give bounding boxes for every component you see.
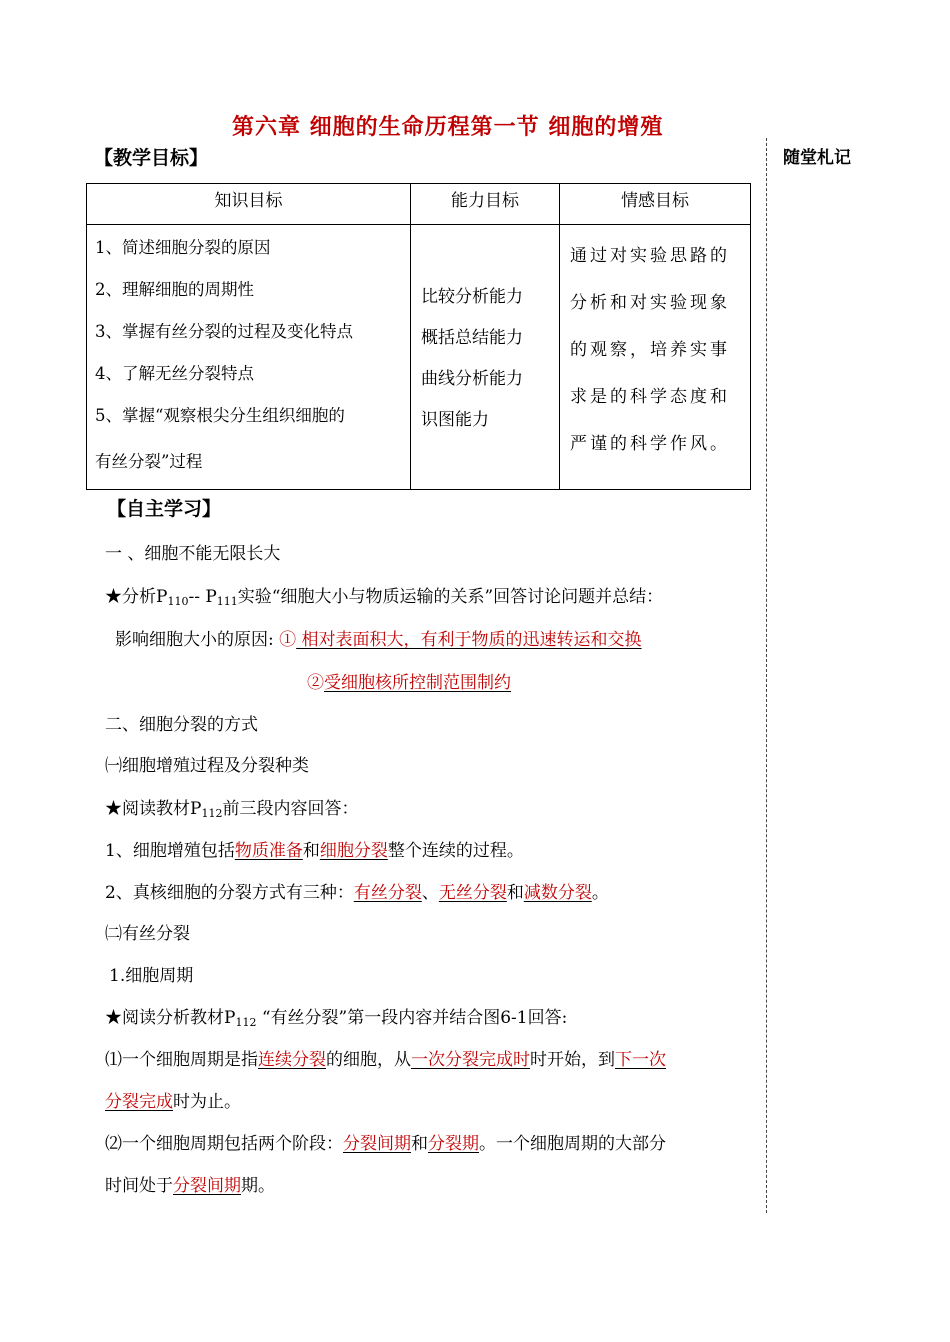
teaching-goals-heading: 【教学目标】	[94, 147, 209, 169]
page-title: 第六章 细胞的生命历程第一节 细胞的增殖	[232, 114, 664, 140]
subsection-mitosis: ㈡有丝分裂	[105, 924, 190, 944]
answer-blank: 分裂间期	[343, 1134, 411, 1154]
knowledge-goals-cell	[87, 225, 411, 490]
header-ability: 能力目标	[411, 184, 560, 225]
emotion-goals-cell	[560, 225, 751, 490]
answer-blank: 分裂完成	[105, 1092, 173, 1112]
cell-size-reason-2: ②受细胞核所控制范围制约	[307, 673, 511, 693]
answer-blank: 减数分裂	[523, 883, 592, 903]
answer-blank: 有丝分裂	[353, 883, 422, 903]
answer-blank: 一次分裂完成时	[411, 1050, 530, 1070]
ability-goal: 曲线分析能力	[421, 369, 523, 389]
answer-blank: 细胞分裂	[319, 841, 388, 861]
answer-blank: 物质准备	[234, 841, 303, 861]
cycle-question-1-cont: 分裂完成时为止。	[105, 1092, 241, 1112]
side-note-label: 随堂札记	[783, 148, 851, 168]
ability-goal: 识图能力	[421, 410, 489, 430]
answer-blank: 分裂间期	[173, 1176, 241, 1196]
self-study-heading: 【自主学习】	[107, 498, 222, 520]
cell-size-reason-1: 影响细胞大小的原因: ① 相对表面积大，有利于物质的迅速转运和交换	[115, 630, 642, 650]
teaching-goals-table	[86, 183, 751, 490]
answer-blank: 受细胞核所控制范围制约	[324, 673, 511, 693]
knowledge-goal: 有丝分裂”过程	[95, 452, 203, 471]
header-knowledge: 知识目标	[87, 184, 411, 225]
section-1-task: ★分析$P_{110}--$ $P_{111}$实验“细胞大小与物质运输的关系”回答讨论问题并总结：	[105, 587, 664, 608]
cycle-reading-task: ★阅读分析教材$P_{112}$ “有丝分裂”第一段内容并结合图6-1回答:	[105, 1008, 568, 1029]
answer-blank: 分裂期	[428, 1134, 479, 1154]
subsection-proliferation: ㈠细胞增殖过程及分裂种类	[105, 756, 309, 776]
knowledge-goal: 4、了解无丝分裂特点	[95, 364, 254, 383]
answer-blank: 无丝分裂	[438, 883, 507, 903]
ability-goal: 比较分析能力	[421, 287, 523, 307]
knowledge-goal: 3、掌握有丝分裂的过程及变化特点	[95, 322, 353, 341]
answer-blank: 相对表面积大，有利于物质的迅速转运和交换	[296, 630, 642, 650]
ability-goals-cell	[411, 225, 560, 490]
question-2: 2、真核细胞的分裂方式有三种：有丝分裂、无丝分裂和减数分裂。	[105, 883, 609, 903]
knowledge-goal: 2、理解细胞的周期性	[95, 280, 254, 299]
emotion-goal: 的观察，培养实事	[570, 340, 730, 360]
question-1: 1、细胞增殖包括物质准备和细胞分裂整个连续的过程。	[105, 841, 524, 861]
emotion-goal: 分析和对实验现象	[570, 293, 730, 313]
notes-divider	[766, 138, 767, 1213]
knowledge-goal: 5、掌握“观察根尖分生组织细胞的	[95, 406, 345, 425]
answer-blank: 下一次	[615, 1050, 666, 1070]
answer-blank: 连续分裂	[258, 1050, 326, 1070]
cycle-question-2: ⑵一个细胞周期包括两个阶段：分裂间期和分裂期。一个细胞周期的大部分	[105, 1134, 666, 1154]
header-emotion: 情感目标	[560, 184, 751, 225]
section-1-title: 一 、细胞不能无限长大	[105, 544, 281, 564]
emotion-goal: 求是的科学态度和	[570, 387, 730, 407]
section-2-title: 二、细胞分裂的方式	[105, 715, 258, 735]
cycle-question-1: ⑴一个细胞周期是指连续分裂的细胞，从一次分裂完成时时开始，到下一次	[105, 1050, 666, 1070]
emotion-goal: 通过对实验思路的	[570, 246, 730, 266]
knowledge-goal: 1、简述细胞分裂的原因	[95, 238, 271, 257]
reading-task: ★阅读教材$P_{112}$前三段内容回答：	[105, 799, 359, 820]
emotion-goal: 严谨的科学作风。	[570, 434, 730, 454]
cell-cycle-title: 1.细胞周期	[109, 966, 194, 986]
ability-goal: 概括总结能力	[421, 328, 523, 348]
cycle-question-2-cont: 时间处于分裂间期期。	[105, 1176, 275, 1196]
